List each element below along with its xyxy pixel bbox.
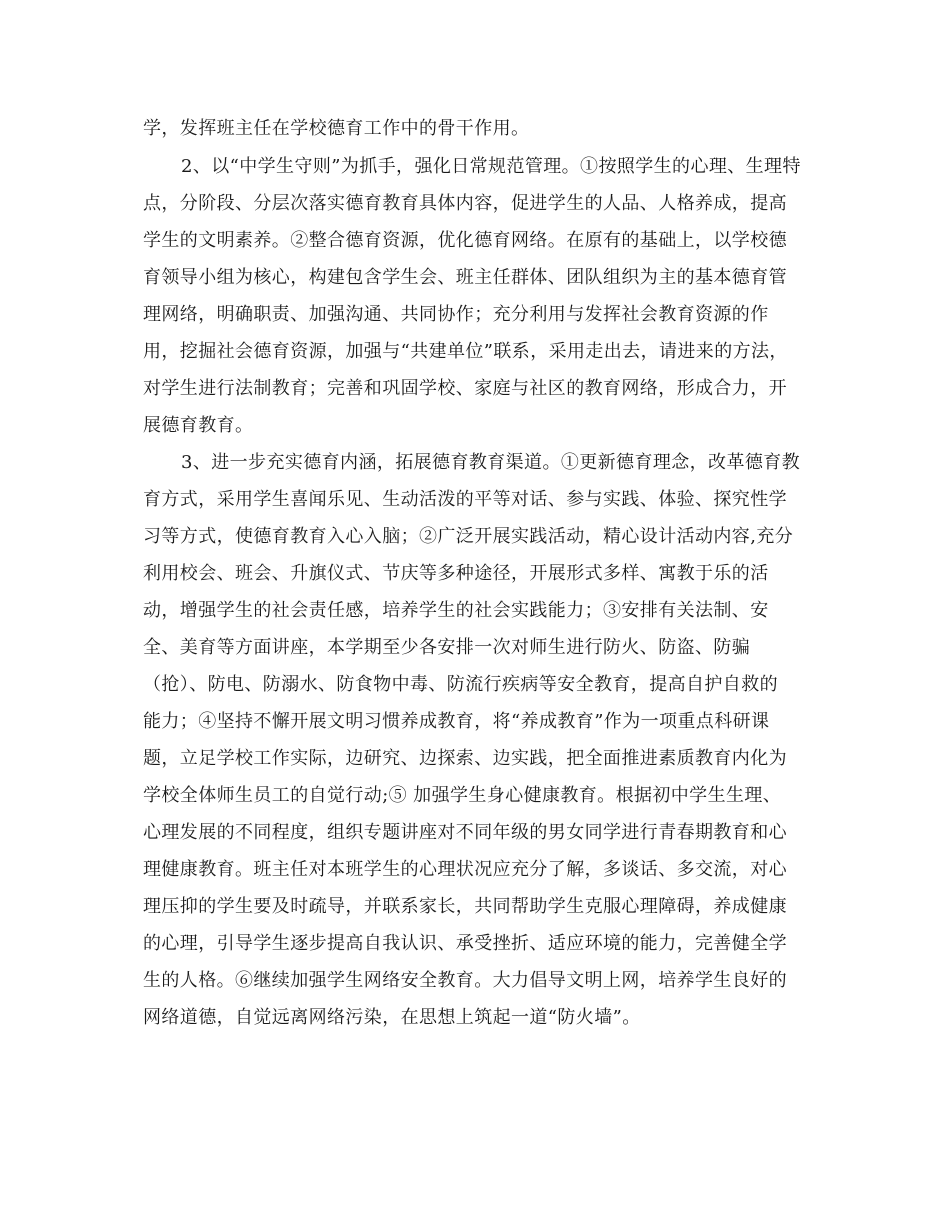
text-line: 的心理，引导学生逐步提高自我认识、承受挫折、适应环境的能力，完善健全学 — [143, 933, 787, 954]
text-line: 理压抑的学生要及时疏导，并联系家长，共同帮助学生克服心理障碍，养成健康 — [143, 896, 787, 917]
text-line: 心理发展的不同程度，组织专题讲座对不同年级的男女同学进行青春期教育和心 — [143, 822, 787, 843]
text-line: 全、美育等方面讲座，本学期至少各安排一次对师生进行防火、防盗、防骗 — [143, 637, 751, 658]
text-line: （抢）、防电、防溺水、防食物中毒、防流行疾病等安全教育，提高自护自救的 — [143, 674, 778, 695]
text-line: 育方式，采用学生喜闻乐见、生动活泼的平等对话、参与实践、体验、探究性学 — [143, 489, 787, 510]
text-line: 学生的文明素养。②整合德育资源，优化德育网络。在原有的基础上，以学校德 — [143, 230, 787, 251]
text-line: 2、以“中学生守则”为抓手，强化日常规范管理。①按照学生的心理、生理特 — [181, 156, 801, 177]
text-line: 对学生进行法制教育；完善和巩固学校、家庭与社区的教育网络，形成合力，开 — [143, 378, 787, 399]
text-line: 用，挖掘社会德育资源，加强与“共建单位”联系，采用走出去，请进来的方法， — [143, 341, 788, 362]
text-line: 生的人格。⑥继续加强学生网络安全教育。大力倡导文明上网，培养学生良好的 — [143, 970, 787, 991]
text-line: 育领导小组为核心，构建包含学生会、班主任群体、团队组织为主的基本德育管 — [143, 267, 787, 288]
text-line: 网络道德，自觉远离网络污染，在思想上筑起一道“防火墙”。 — [143, 1007, 641, 1028]
text-line: 利用校会、班会、升旗仪式、节庆等多种途径，开展形式多样、寓教于乐的活 — [143, 563, 769, 584]
text-line: 学，发挥班主任在学校德育工作中的骨干作用。 — [143, 118, 530, 139]
text-line: 习等方式，使德育教育入心入脑；②广泛开展实践活动，精心设计活动内容,充分 — [143, 526, 794, 547]
text-line: 点，分阶段、分层次落实德育教育具体内容，促进学生的人品、人格养成，提高 — [143, 193, 787, 214]
text-line: 理网络，明确职责、加强沟通、共同协作；充分利用与发挥社会教育资源的作 — [143, 304, 769, 325]
text-line: 题，立足学校工作实际，边研究、边探索、边实践，把全面推进素质教育内化为 — [143, 748, 787, 769]
text-line: 3、进一步充实德育内涵，拓展德育教育渠道。①更新德育理念，改革德育教 — [181, 452, 801, 473]
text-line: 学校全体师生员工的自觉行动;⑤ 加强学生身心健康教育。根据初中学生生理、 — [143, 785, 782, 806]
text-line: 能力；④坚持不懈开展文明习惯养成教育，将“养成教育”作为一项重点科研课 — [143, 711, 770, 732]
text-line: 理健康教育。班主任对本班学生的心理状况应充分了解，多谈话、多交流，对心 — [143, 859, 787, 880]
text-line: 展德育教育。 — [143, 415, 254, 436]
text-line: 动，增强学生的社会责任感，培养学生的社会实践能力；③安排有关法制、安 — [143, 600, 769, 621]
